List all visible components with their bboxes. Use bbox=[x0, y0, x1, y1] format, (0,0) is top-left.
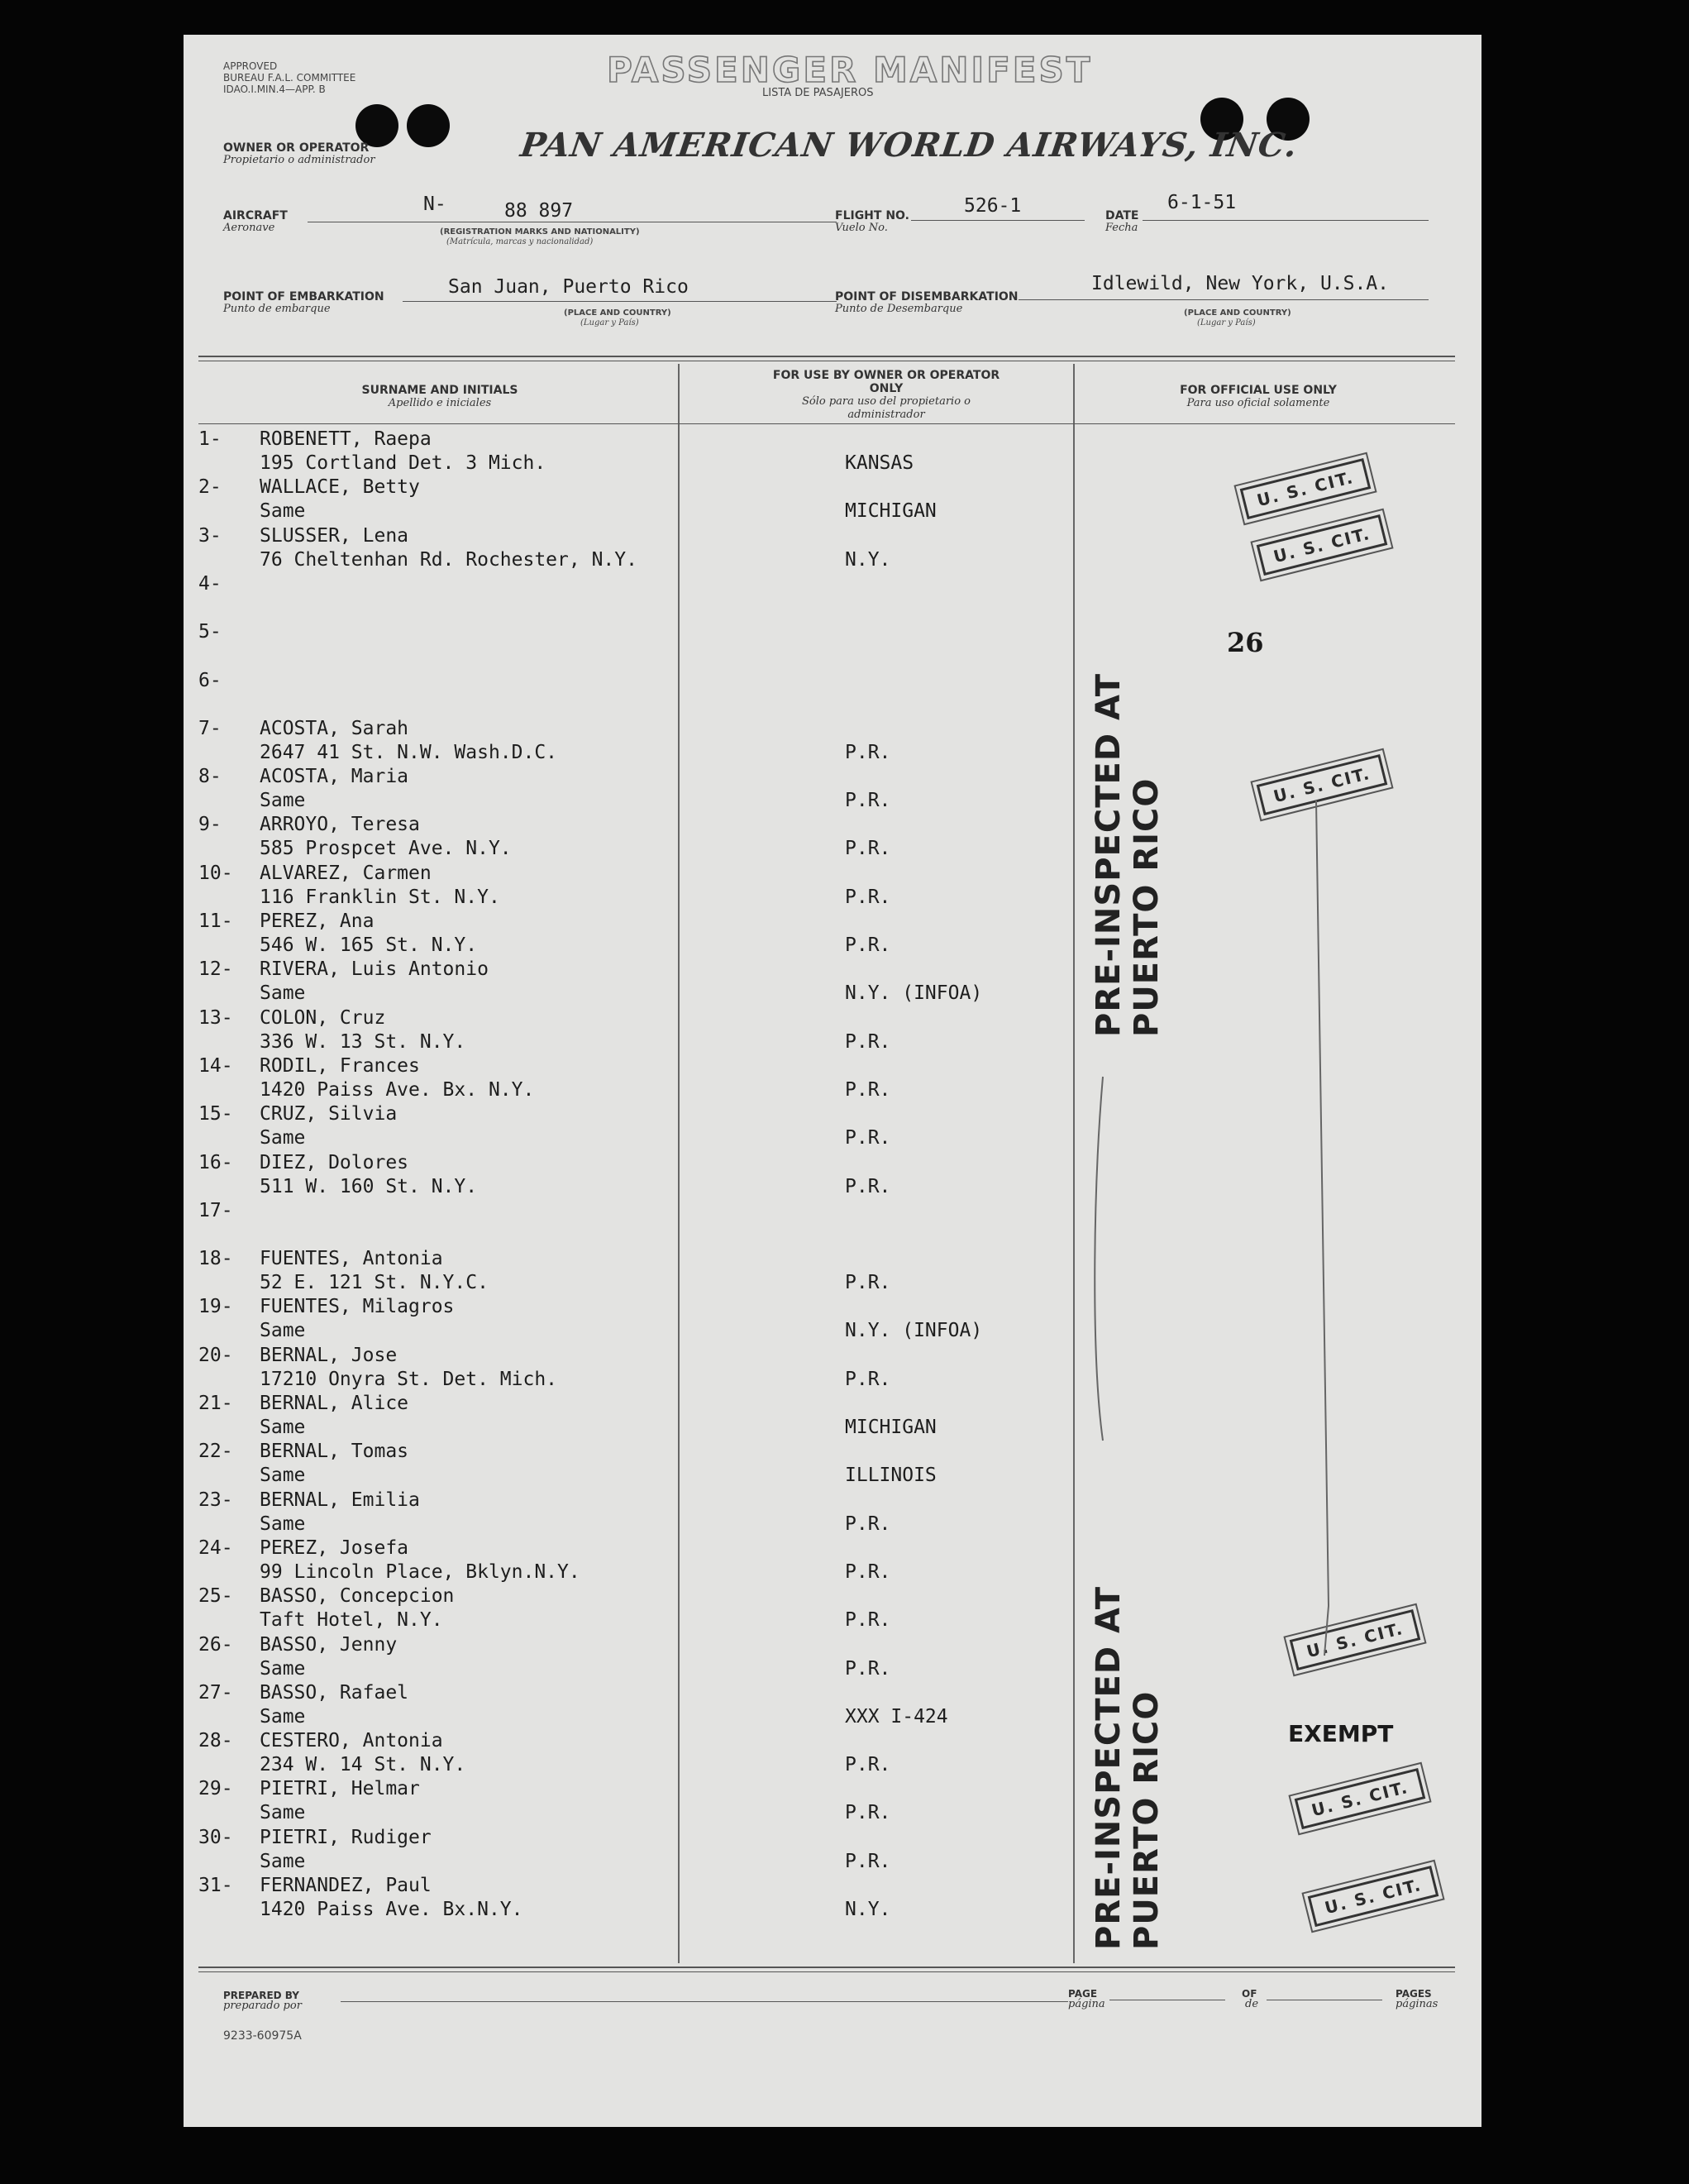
passenger-address: Same bbox=[260, 790, 306, 812]
form-number: 9233-60975A bbox=[223, 2029, 302, 2043]
passenger-number: 19- bbox=[198, 1296, 233, 1318]
passenger-number: 1- bbox=[198, 428, 222, 450]
embark-place-caption-es: (Lugar y País) bbox=[580, 318, 639, 327]
passenger-address: 52 E. 121 St. N.Y.C. bbox=[260, 1272, 489, 1294]
embark-place-caption: (PLACE AND COUNTRY) bbox=[564, 308, 671, 318]
passenger-number: 7- bbox=[198, 717, 222, 739]
passenger-name: FUENTES, Milagros bbox=[260, 1296, 455, 1318]
page-subtitle: LISTA DE PASAJEROS bbox=[762, 87, 874, 99]
passenger-destination: ILLINOIS bbox=[845, 1465, 937, 1487]
us-citizen-stamp: U. S. CIT. bbox=[1290, 1609, 1421, 1670]
us-citizen-stamp: U. S. CIT. bbox=[1295, 1768, 1426, 1829]
approval-line-3: IDAO.I.MIN.4—APP. B bbox=[223, 84, 326, 95]
approval-line-1: APPROVED bbox=[223, 60, 278, 72]
passenger-number: 26- bbox=[198, 1633, 233, 1656]
date-label: DATE bbox=[1105, 209, 1139, 222]
us-citizen-stamp: U. S. CIT. bbox=[1240, 458, 1372, 519]
passenger-number: 29- bbox=[198, 1778, 233, 1800]
passenger-name: CESTERO, Antonia bbox=[260, 1730, 443, 1752]
passenger-number: 15- bbox=[198, 1103, 233, 1125]
passenger-number: 30- bbox=[198, 1826, 233, 1848]
passenger-destination: P.R. bbox=[845, 1802, 891, 1824]
passenger-name: BERNAL, Emilia bbox=[260, 1489, 420, 1511]
passenger-address: Same bbox=[260, 1465, 306, 1487]
passenger-number: 8- bbox=[198, 766, 222, 788]
passenger-destination: P.R. bbox=[845, 790, 891, 812]
passenger-name: ALVAREZ, Carmen bbox=[260, 862, 432, 884]
passenger-number: 14- bbox=[198, 1054, 233, 1077]
passenger-address: 234 W. 14 St. N.Y. bbox=[260, 1754, 466, 1776]
embarkation-label: POINT OF EMBARKATION bbox=[223, 290, 384, 303]
passenger-destination: P.R. bbox=[845, 1513, 891, 1535]
registration-caption: (REGISTRATION MARKS AND NATIONALITY) bbox=[440, 227, 640, 237]
passenger-number: 10- bbox=[198, 862, 233, 884]
passenger-name: BERNAL, Tomas bbox=[260, 1441, 409, 1463]
of-label: OF bbox=[1242, 1988, 1257, 2000]
passenger-number: 23- bbox=[198, 1489, 233, 1511]
passenger-name: FERNANDEZ, Paul bbox=[260, 1875, 432, 1896]
passenger-destination: P.R. bbox=[845, 1657, 891, 1680]
passenger-address: Same bbox=[260, 1513, 306, 1535]
passenger-address: 2647 41 St. N.W. Wash.D.C. bbox=[260, 741, 558, 763]
aircraft-label-es: Aeronave bbox=[223, 222, 275, 234]
passenger-number: 27- bbox=[198, 1681, 233, 1704]
column-header-names: SURNAME AND INITIALS Apellido e iniciales bbox=[361, 384, 518, 409]
passenger-destination: N.Y. (INFOA) bbox=[845, 1320, 983, 1342]
passenger-address: Same bbox=[260, 500, 306, 523]
passenger-destination: N.Y. bbox=[845, 548, 891, 571]
passenger-number: 28- bbox=[198, 1730, 233, 1752]
passenger-name: PEREZ, Ana bbox=[260, 910, 375, 932]
embarkation-label-es: Punto de embarque bbox=[223, 303, 331, 315]
footer-rule bbox=[198, 1967, 1455, 1968]
passenger-destination: P.R. bbox=[845, 741, 891, 763]
passenger-number: 16- bbox=[198, 1151, 233, 1173]
passenger-address: 585 Prospcet Ave. N.Y. bbox=[260, 838, 512, 860]
passenger-address: Same bbox=[260, 1320, 306, 1342]
pages-label-es: páginas bbox=[1396, 1998, 1439, 2010]
aircraft-registration: 88 897 bbox=[504, 200, 574, 222]
preinspected-stamp-upper: PRE-INSPECTED AT PUERTO RICO bbox=[1090, 672, 1166, 1037]
passenger-name: ROBENETT, Raepa bbox=[260, 428, 432, 450]
passenger-number: 21- bbox=[198, 1393, 233, 1414]
passenger-address: Taft Hotel, N.Y. bbox=[260, 1609, 443, 1632]
passenger-address: Same bbox=[260, 1850, 306, 1872]
passenger-name: BASSO, Rafael bbox=[260, 1681, 409, 1704]
passenger-number: 3- bbox=[198, 524, 222, 547]
passenger-number: 20- bbox=[198, 1344, 233, 1366]
aircraft-label: AIRCRAFT bbox=[223, 209, 288, 222]
passenger-name: BERNAL, Jose bbox=[260, 1344, 398, 1366]
passenger-address: 17210 Onyra St. Det. Mich. bbox=[260, 1368, 558, 1390]
us-citizen-stamp: U. S. CIT. bbox=[1257, 754, 1388, 815]
passenger-address: 76 Cheltenhan Rd. Rochester, N.Y. bbox=[260, 548, 637, 571]
date-label-es: Fecha bbox=[1105, 222, 1138, 234]
flight-label-es: Vuelo No. bbox=[835, 222, 888, 234]
passenger-number: 25- bbox=[198, 1585, 233, 1608]
passenger-name: RODIL, Frances bbox=[260, 1054, 420, 1077]
passenger-name: CRUZ, Silvia bbox=[260, 1103, 398, 1125]
passenger-number: 31- bbox=[198, 1875, 233, 1896]
passenger-number: 5- bbox=[198, 621, 222, 643]
passenger-destination: P.R. bbox=[845, 934, 891, 956]
us-citizen-stamp: U. S. CIT. bbox=[1308, 1866, 1439, 1927]
passenger-address: 336 W. 13 St. N.Y. bbox=[260, 1030, 466, 1053]
passenger-address: Same bbox=[260, 1127, 306, 1149]
passenger-destination: P.R. bbox=[845, 1609, 891, 1632]
passenger-destination: P.R. bbox=[845, 1127, 891, 1149]
passenger-address: 546 W. 165 St. N.Y. bbox=[260, 934, 478, 956]
passenger-name: ACOSTA, Maria bbox=[260, 766, 409, 788]
preinspected-stamp-lower: PRE-INSPECTED AT PUERTO RICO bbox=[1090, 1585, 1166, 1950]
prepared-by-underline bbox=[341, 2001, 1068, 2002]
owner-label-es: Propietario o administrador bbox=[223, 154, 375, 166]
passenger-name: COLON, Cruz bbox=[260, 1006, 386, 1029]
of-label-es: de bbox=[1245, 1998, 1259, 2010]
passenger-address: Same bbox=[260, 1802, 306, 1824]
passenger-destination: P.R. bbox=[845, 838, 891, 860]
manifest-page bbox=[184, 35, 1481, 2127]
disembark-place-caption: (PLACE AND COUNTRY) bbox=[1184, 308, 1291, 318]
passenger-name: PIETRI, Helmar bbox=[260, 1778, 420, 1800]
passenger-name: ARROYO, Teresa bbox=[260, 814, 420, 836]
company-name: PAN AMERICAN WORLD AIRWAYS, INC. bbox=[518, 126, 1300, 165]
passenger-address: 116 Franklin St. N.Y. bbox=[260, 886, 500, 908]
flight-label: FLIGHT NO. bbox=[835, 209, 909, 222]
passenger-number: 4- bbox=[198, 572, 222, 595]
passenger-destination: N.Y. bbox=[845, 1899, 891, 1920]
ditto-bracket-line bbox=[184, 35, 1481, 2127]
passenger-destination: P.R. bbox=[845, 886, 891, 908]
passenger-address: Same bbox=[260, 1705, 306, 1728]
exempt-stamp: EXEMPT bbox=[1288, 1720, 1394, 1747]
passenger-number: 12- bbox=[198, 958, 233, 981]
passenger-destination: P.R. bbox=[845, 1754, 891, 1776]
passenger-name: FUENTES, Antonia bbox=[260, 1248, 443, 1270]
passenger-destination: P.R. bbox=[845, 1368, 891, 1390]
passenger-destination: P.R. bbox=[845, 1272, 891, 1294]
column-header-official: FOR OFFICIAL USE ONLY Para uso oficial solamente bbox=[1180, 384, 1337, 409]
passenger-name: DIEZ, Dolores bbox=[260, 1151, 409, 1173]
passenger-name: BERNAL, Alice bbox=[260, 1393, 409, 1414]
passenger-destination: P.R. bbox=[845, 1175, 891, 1197]
passenger-address: 1420 Paiss Ave. Bx. N.Y. bbox=[260, 1078, 535, 1101]
embarkation-point: San Juan, Puerto Rico bbox=[448, 276, 689, 298]
column-header-owner: FOR USE BY OWNER OR OPERATOR ONLY Sólo para uso del propietario o administrador bbox=[772, 369, 1000, 421]
passenger-destination: P.R. bbox=[845, 1850, 891, 1872]
passenger-name: SLUSSER, Lena bbox=[260, 524, 409, 547]
passenger-address: 195 Cortland Det. 3 Mich. bbox=[260, 452, 546, 474]
passenger-name: PEREZ, Josefa bbox=[260, 1536, 409, 1559]
us-citizen-stamp: U. S. CIT. bbox=[1257, 514, 1388, 576]
page-title: PASSENGER MANIFEST bbox=[607, 50, 1093, 90]
aircraft-prefix: N- bbox=[423, 194, 446, 215]
passenger-number: 18- bbox=[198, 1248, 233, 1270]
passenger-destination: P.R. bbox=[845, 1078, 891, 1101]
flight-number: 526-1 bbox=[964, 195, 1022, 217]
passenger-address: 1420 Paiss Ave. Bx.N.Y. bbox=[260, 1899, 523, 1920]
page-label-es: página bbox=[1068, 1998, 1105, 2010]
disembark-place-caption-es: (Lugar y País) bbox=[1197, 318, 1256, 327]
disembarkation-point: Idlewild, New York, U.S.A. bbox=[1091, 273, 1390, 294]
passenger-count: 26 bbox=[1227, 627, 1264, 658]
passenger-address: 511 W. 160 St. N.Y. bbox=[260, 1175, 478, 1197]
footer-rule-2 bbox=[198, 1971, 1455, 1972]
passenger-name: ACOSTA, Sarah bbox=[260, 717, 409, 739]
passenger-address: 99 Lincoln Place, Bklyn.N.Y. bbox=[260, 1560, 580, 1583]
passenger-destination: P.R. bbox=[845, 1030, 891, 1053]
disembarkation-label-es: Punto de Desembarque bbox=[835, 303, 963, 315]
prepared-by-label-es: preparado por bbox=[223, 2000, 302, 2012]
passenger-number: 24- bbox=[198, 1536, 233, 1559]
pages-label: PAGES bbox=[1396, 1988, 1432, 2000]
passenger-name: RIVERA, Luis Antonio bbox=[260, 958, 489, 981]
passenger-number: 9- bbox=[198, 814, 222, 836]
passenger-number: 2- bbox=[198, 476, 222, 499]
passenger-number: 22- bbox=[198, 1441, 233, 1463]
passenger-destination: MICHIGAN bbox=[845, 500, 937, 523]
page-label: PAGE bbox=[1068, 1988, 1098, 2000]
passenger-address: Same bbox=[260, 1657, 306, 1680]
prepared-by-label: PREPARED BY bbox=[223, 1990, 299, 2001]
disembarkation-label: POINT OF DISEMBARKATION bbox=[835, 290, 1019, 303]
passenger-destination: P.R. bbox=[845, 1560, 891, 1583]
passenger-destination: MICHIGAN bbox=[845, 1417, 937, 1438]
passenger-name: WALLACE, Betty bbox=[260, 476, 420, 499]
passenger-destination: XXX I-424 bbox=[845, 1705, 948, 1728]
passenger-number: 13- bbox=[198, 1006, 233, 1029]
passenger-name: BASSO, Concepcion bbox=[260, 1585, 455, 1608]
passenger-name: BASSO, Jenny bbox=[260, 1633, 398, 1656]
passenger-address: Same bbox=[260, 1417, 306, 1438]
passenger-number: 11- bbox=[198, 910, 233, 932]
owner-label: OWNER OR OPERATOR bbox=[223, 141, 370, 155]
approval-line-2: BUREAU F.A.L. COMMITTEE bbox=[223, 72, 356, 84]
passenger-address: Same bbox=[260, 982, 306, 1005]
flight-date: 6-1-51 bbox=[1167, 192, 1237, 213]
passenger-number: 17- bbox=[198, 1199, 233, 1221]
passenger-number: 6- bbox=[198, 669, 222, 691]
registration-caption-es: (Matrícula, marcas y nacionalidad) bbox=[446, 237, 594, 246]
passenger-destination: KANSAS bbox=[845, 452, 914, 474]
passenger-destination: N.Y. (INFOA) bbox=[845, 982, 983, 1005]
passenger-name: PIETRI, Rudiger bbox=[260, 1826, 432, 1848]
